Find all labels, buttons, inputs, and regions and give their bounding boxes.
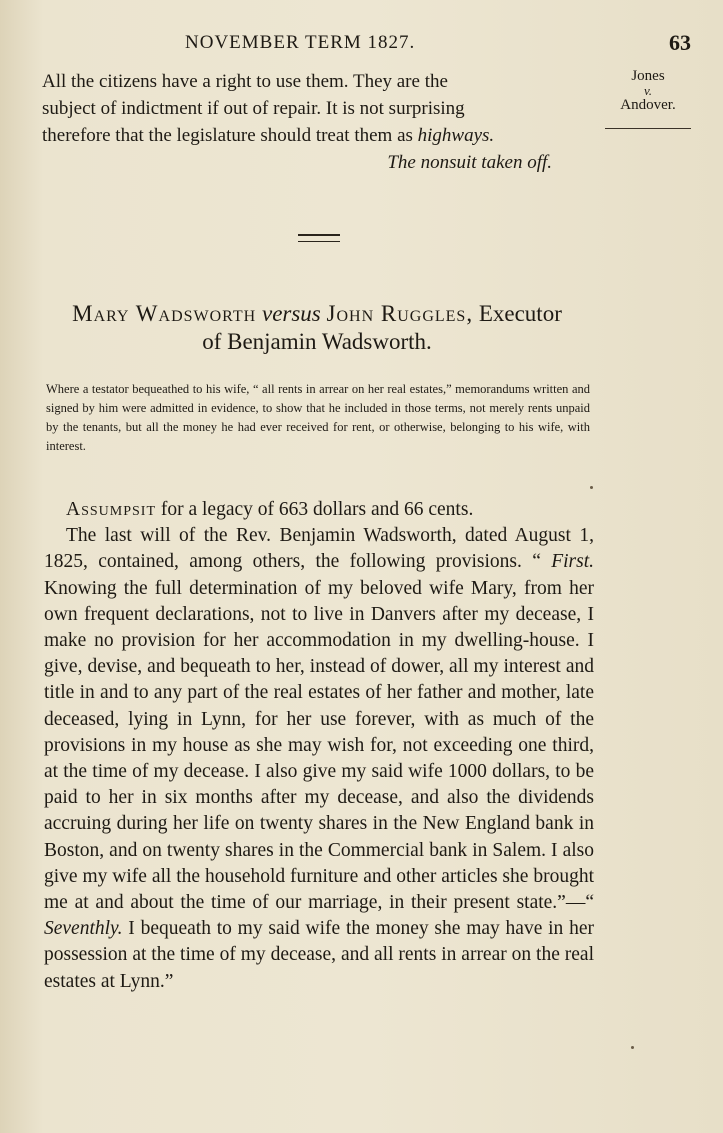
text-segment: Knowing the full determination of my beloved wife Mary, from her own frequent declarations, not to live in Danvers after my decease, I make no provision for her accommodation in my dwelling-house. I give, devise, and bequeath to her, instead of dower, all my interest and title in and to any part of the real estates of her father and mother, late deceased, lying in Lynn, for her use forever, with as much of the provisions in my house as she may wish for, not exceeding one third, at the time of my decease. I also give my said wife 1000 dollars, to be paid to her in six months after my decease, and also the dividends accruing during her life on twenty shares in the New England bank in Boston, and on twenty shares in the Commercial bank in Salem. I also give my wife all the household furniture and other articles she brought me at and about the time of our marriage, in their present state.”—“	[44, 577, 594, 914]
case-body	[44, 497, 594, 995]
section-divider	[298, 234, 340, 242]
paper-speck	[590, 486, 593, 489]
margin-versus: v.	[643, 83, 653, 98]
text-segment: therefore that the legislature should treat them as	[42, 125, 418, 146]
italic-term: Seventhly.	[44, 918, 123, 940]
headnote: Where a testator bequeathed to his wife, “ all rents in arrear on her real estates,” memorandums written and signed by him were admitted in evidence, to show that he included in those terms, not merely rents unpaid by the tenants, but all the money he had ever received for rent, or otherwise, belonging to his wife, with interest.	[46, 382, 590, 453]
text-line: subject of indictment if out of repair. It is not surprising	[42, 98, 465, 119]
paragraph	[44, 523, 594, 995]
page-number: 63	[669, 30, 691, 55]
margin-rule	[605, 128, 691, 129]
page-header	[0, 30, 723, 60]
case-title	[42, 300, 592, 356]
paragraph	[44, 497, 594, 523]
versus-word: versus	[261, 301, 321, 326]
case-title-line-1	[42, 300, 592, 328]
case-title-line-2: of Benjamin Wadsworth.	[202, 329, 432, 354]
previous-case-conclusion	[42, 68, 590, 176]
text-segment: I bequeath to my said wife the money she may have in her possession at the time of my decease, and all rents in arrear on the real estates at Lynn.”	[44, 918, 594, 992]
margin-party-1: Jones	[631, 68, 665, 84]
italic-term: highways.	[417, 125, 495, 146]
defendant-role: Executor	[478, 301, 562, 326]
defendant-name: John Ruggles,	[326, 301, 474, 326]
text-line: All the citizens have a right to use them. They are the	[42, 71, 448, 92]
paper-speck	[631, 1046, 634, 1049]
case-disposition: The nonsuit taken off.	[387, 152, 552, 173]
running-head: NOVEMBER TERM 1827.	[185, 32, 416, 53]
margin-party-2: Andover.	[620, 97, 676, 113]
plaintiff-name: Mary Wadsworth	[72, 301, 257, 326]
text-segment: The last will of the Rev. Benjamin Wadsworth, dated August 1, 1825, contained, among others, the following provisions. “	[44, 525, 594, 573]
action-type: Assumpsit	[66, 499, 156, 520]
text-segment: for a legacy of 663 dollars and 66 cents.	[156, 499, 474, 520]
italic-term: First.	[551, 551, 594, 573]
text-line	[42, 122, 590, 149]
margin-case-reference	[606, 68, 690, 114]
